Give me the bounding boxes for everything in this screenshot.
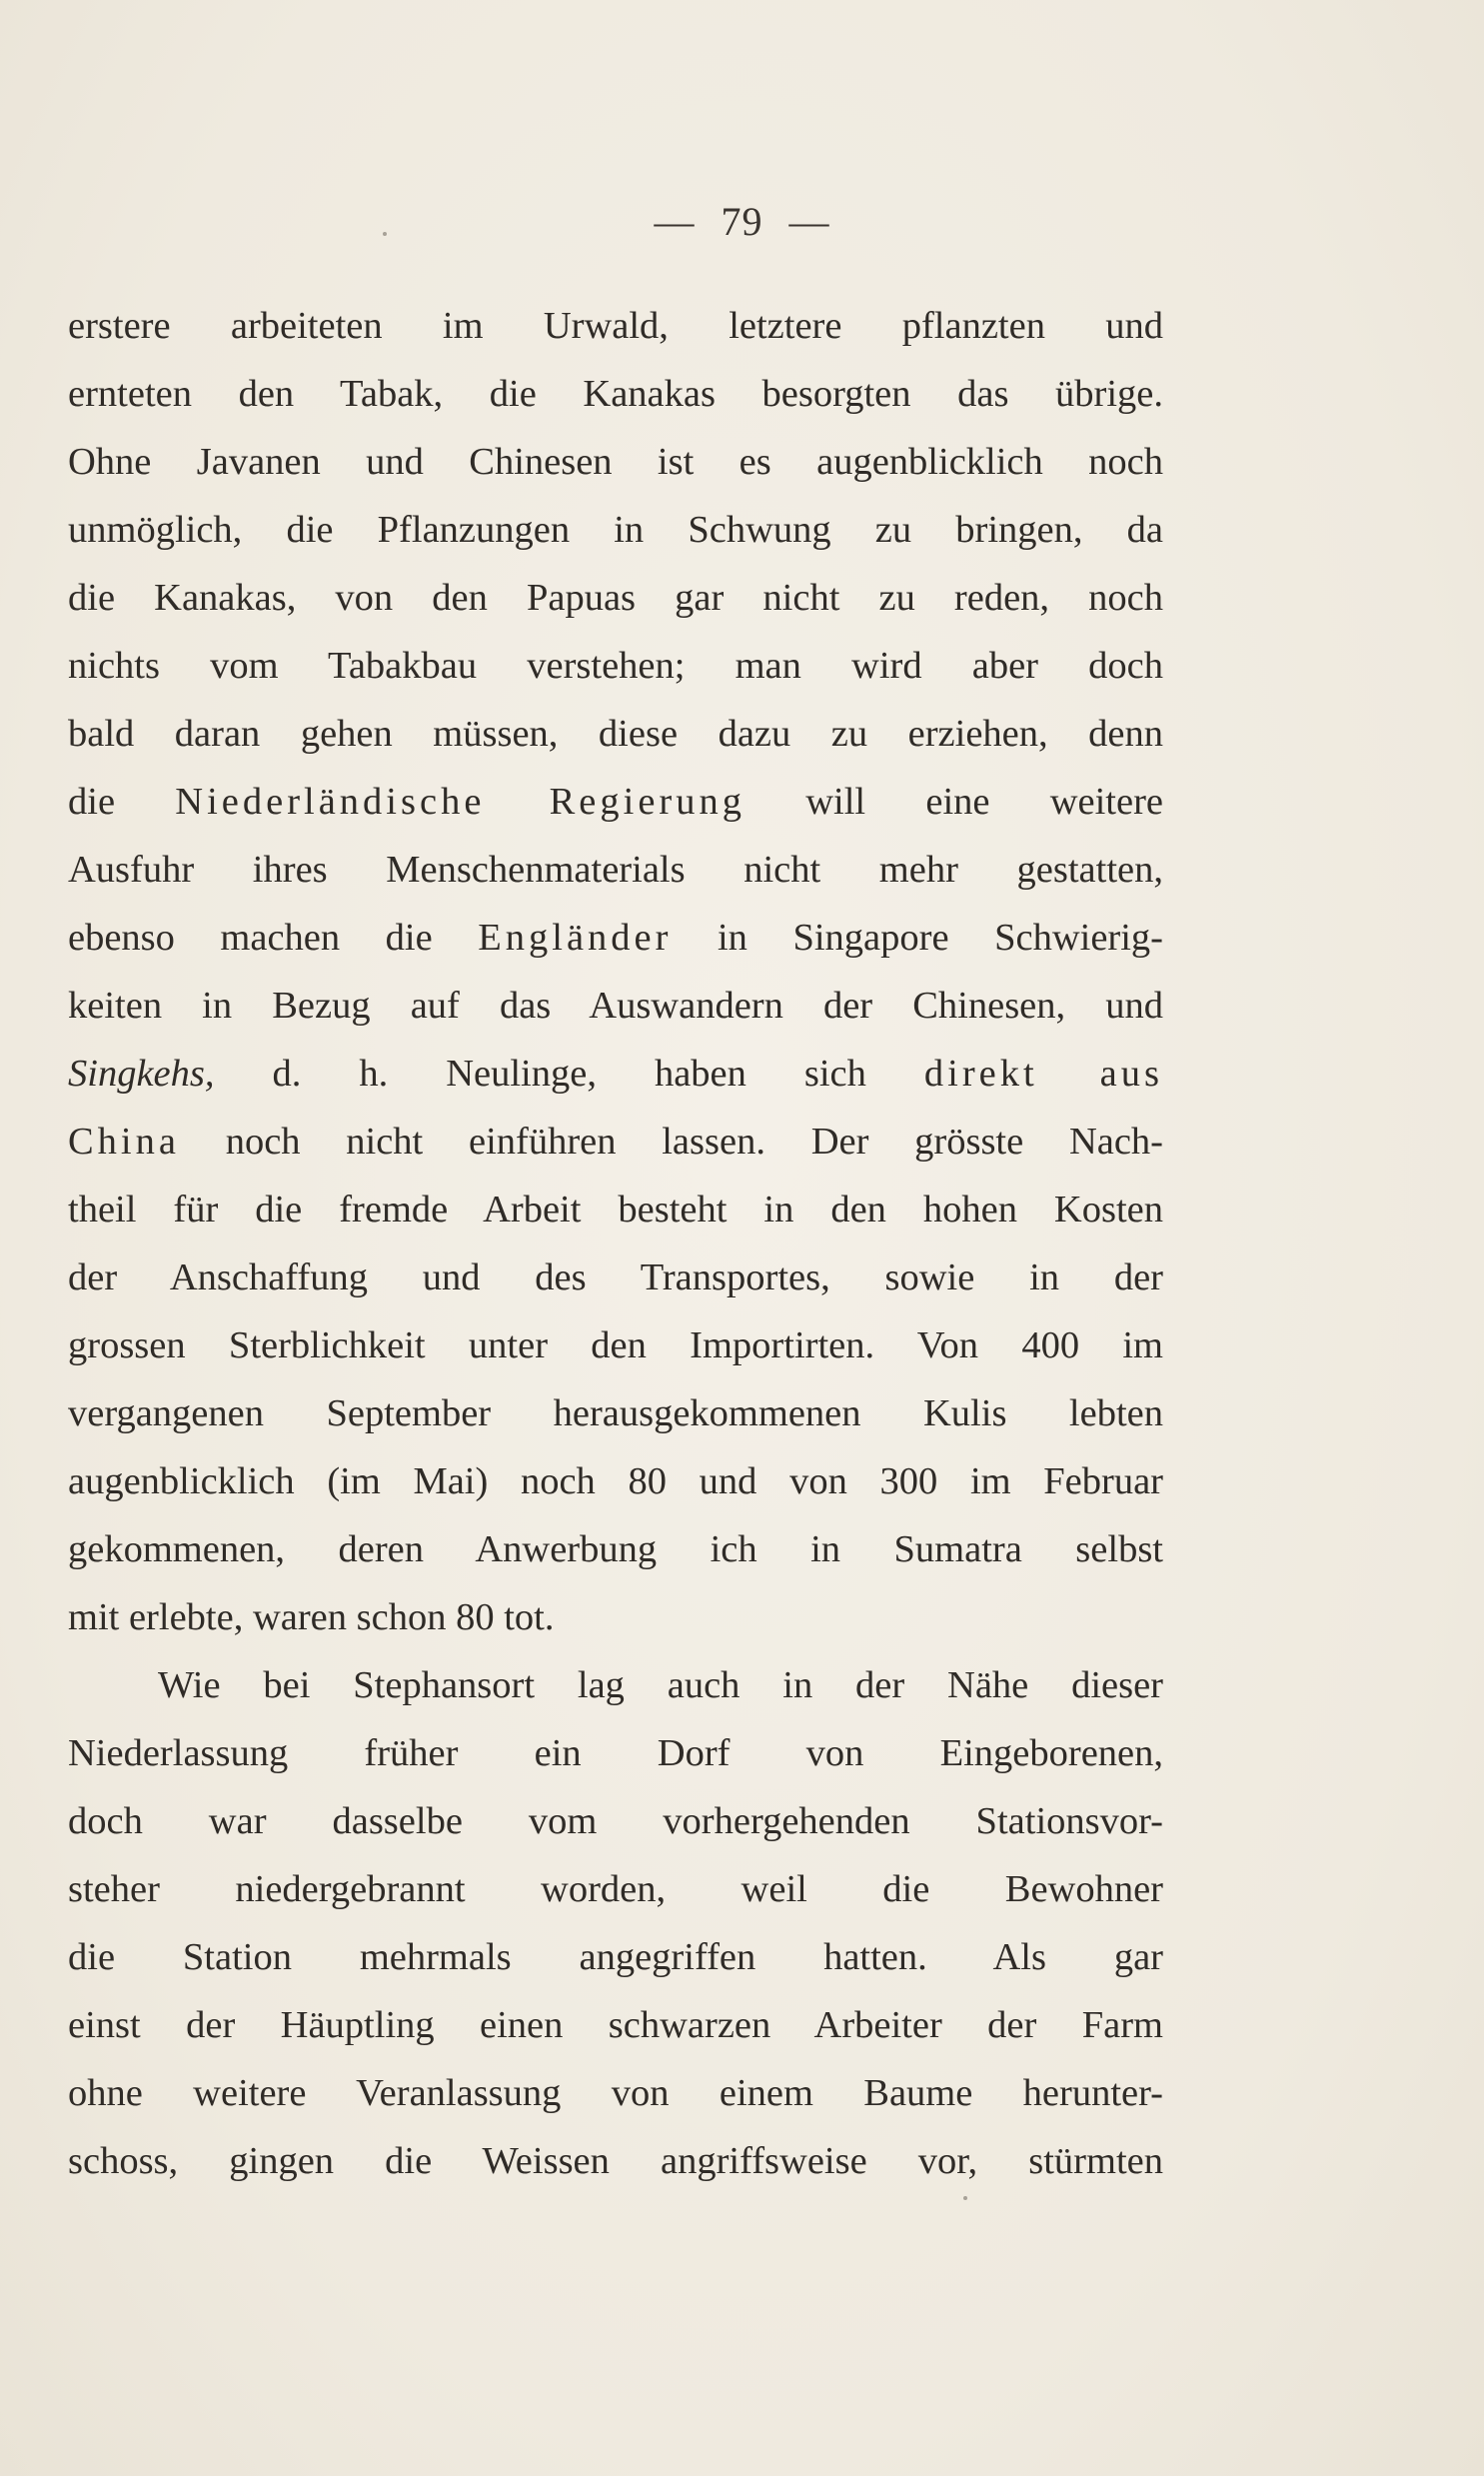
text-line-paragraph-end: mit erlebte, waren schon 80 tot. bbox=[68, 1596, 555, 1638]
text-line: erstere arbeiteten im Urwald, letztere pflanzten und bbox=[68, 305, 1163, 347]
text-line: Ausfuhr ihres Menschenmaterials nicht mehr gestatten, bbox=[68, 849, 1163, 891]
emphasized-text: Niederländische Regierung bbox=[175, 781, 746, 823]
text-segment: in Singapore Schwierig- bbox=[672, 917, 1163, 959]
text-line: bald daran gehen müssen, diese dazu zu erziehen, denn bbox=[68, 713, 1163, 755]
paper-speck bbox=[383, 232, 387, 236]
italic-text: Singkehs, bbox=[68, 1053, 215, 1095]
paper-speck bbox=[963, 2196, 967, 2200]
text-line bbox=[68, 1040, 1163, 1108]
text-line: Ohne Javanen und Chinesen ist es augenblicklich noch bbox=[68, 441, 1163, 483]
text-line bbox=[68, 768, 1163, 836]
page-number: 79 bbox=[721, 199, 763, 244]
text-line: die Kanakas, von den Papuas gar nicht zu reden, noch bbox=[68, 577, 1163, 619]
text-line: grossen Sterblichkeit unter den Importirten. Von 400 im bbox=[68, 1324, 1163, 1366]
text-line bbox=[68, 904, 1163, 972]
page-number-header bbox=[0, 198, 1484, 245]
emphasized-text: China bbox=[68, 1121, 180, 1163]
text-line bbox=[68, 1108, 1163, 1176]
text-line: theil für die fremde Arbeit besteht in den hohen Kosten bbox=[68, 1189, 1163, 1231]
text-line: gekommenen, deren Anwerbung ich in Sumatra selbst bbox=[68, 1528, 1163, 1570]
text-line: doch war dasselbe vom vorhergehenden Stationsvor- bbox=[68, 1800, 1163, 1842]
body-text bbox=[68, 292, 1163, 2195]
text-line: schoss, gingen die Weissen angriffsweise vor, stürmten bbox=[68, 2140, 1163, 2182]
text-segment: will eine weitere bbox=[745, 781, 1163, 823]
text-segment: d. h. Neulinge, haben sich bbox=[214, 1053, 924, 1095]
text-line: die Station mehrmals angegriffen hatten. Als gar bbox=[68, 1936, 1163, 1978]
text-line: ernteten den Tabak, die Kanakas besorgten das übrige. bbox=[68, 373, 1163, 415]
emphasized-text: Engländer bbox=[478, 917, 673, 959]
text-line: nichts vom Tabakbau verstehen; man wird aber doch bbox=[68, 645, 1163, 687]
text-line-paragraph-start: Wie bei Stephansort lag auch in der Nähe dieser bbox=[158, 1664, 1163, 1706]
text-line: unmöglich, die Pflanzungen in Schwung zu bringen, da bbox=[68, 509, 1163, 551]
page-number-dash-left: — bbox=[654, 199, 696, 244]
text-line: der Anschaffung und des Transportes, sowie in der bbox=[68, 1256, 1163, 1298]
text-line: augenblicklich (im Mai) noch 80 und von 300 im Februar bbox=[68, 1460, 1163, 1502]
text-segment: ebenso machen die bbox=[68, 917, 479, 959]
emphasized-text: direkt aus bbox=[923, 1053, 1163, 1095]
page-number-dash-right: — bbox=[788, 199, 830, 244]
text-segment: die bbox=[68, 781, 176, 823]
text-line: vergangenen September herausgekommenen Kulis lebten bbox=[68, 1392, 1163, 1434]
text-line: keiten in Bezug auf das Auswandern der Chinesen, und bbox=[68, 985, 1163, 1027]
text-segment: noch nicht einführen lassen. Der grösste Nach- bbox=[179, 1121, 1163, 1163]
text-line: ohne weitere Veranlassung von einem Baume herunter- bbox=[68, 2072, 1163, 2114]
text-line: Niederlassung früher ein Dorf von Eingeborenen, bbox=[68, 1732, 1163, 1774]
text-line: einst der Häuptling einen schwarzen Arbeiter der Farm bbox=[68, 2004, 1163, 2046]
text-line: steher niedergebrannt worden, weil die Bewohner bbox=[68, 1868, 1163, 1910]
